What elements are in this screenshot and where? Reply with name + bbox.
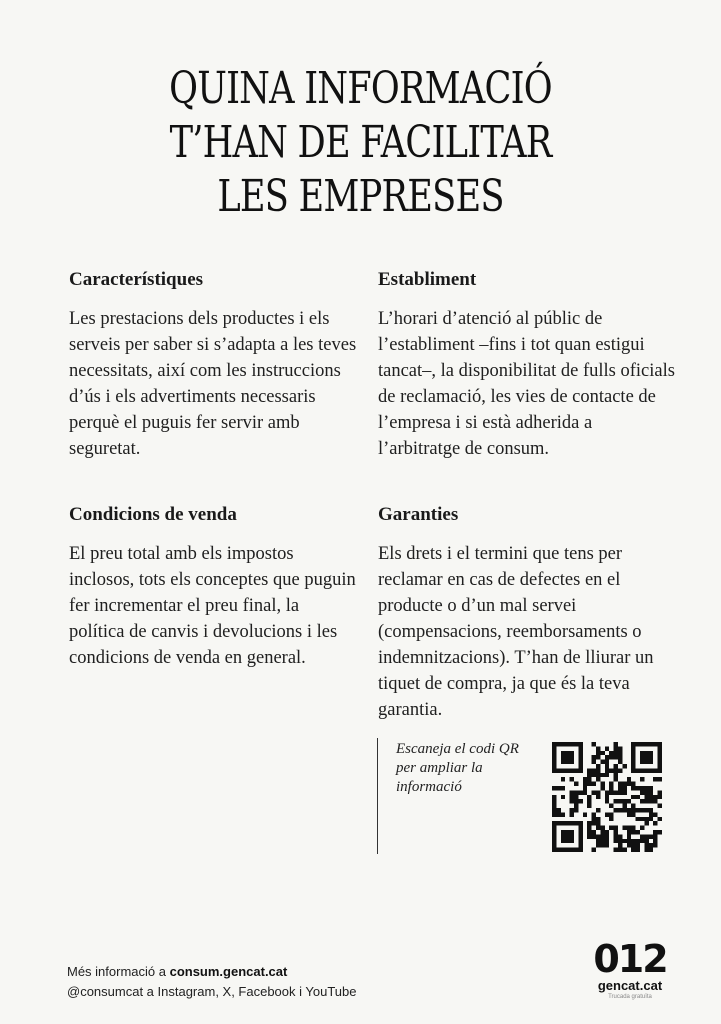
section-body: El preu total amb els impostos inclosos, tots els conceptes que puguin fer incrementar el preu final, la política de canvis i devolucions i les condicions de venda en general.: [69, 544, 356, 668]
logo-number: 012: [593, 937, 667, 981]
footer-more-info: [67, 962, 357, 982]
footer-website-link[interactable]: consum.gencat.cat: [169, 964, 288, 979]
logo-site: gencat.cat: [597, 978, 663, 993]
footer: [67, 962, 357, 1002]
title-line-3: LES EMPRESES: [217, 171, 504, 222]
footer-social: @consumcat a Instagram, X, Facebook i YouTube: [67, 984, 357, 999]
page-title: [72, 62, 649, 224]
section-caracteristiques: [69, 268, 359, 462]
qr-caption: Escaneja el codi QR per ampliar la informació: [396, 741, 519, 795]
section-body: Les prestacions dels productes i els serveis per saber si s’adapta a les teves necessitats, així com les instruccions d’ús i els advertiments necessaris perquè el puguis fer servir amb seguretat.: [69, 309, 357, 459]
qr-code-icon[interactable]: [552, 742, 662, 852]
title-line-1: QUINA INFORMACIÓ: [169, 63, 552, 114]
logo-012: [585, 937, 675, 1001]
footer-more-info-prefix: Més informació a: [67, 964, 170, 979]
section-body: L’horari d’atenció al públic de l’establiment –fins i tot quan estigui tancat–, la disponibilitat de fulls oficials de reclamació, les vies de contacte de l’empresa i si està adherida a l’arbitratge de consum.: [378, 309, 675, 459]
qr-divider: [377, 738, 378, 854]
section-heading: Establiment: [378, 269, 477, 290]
section-body: Els drets i el termini que tens per reclamar en cas de defectes en el producte o d’un mal servei (compensacions, reemborsaments o indemnitzacions). T’han de lliurar un tiquet de compra, ja que és la teva garantia.: [378, 544, 654, 720]
section-heading: Característiques: [69, 269, 204, 290]
section-establiment: [378, 268, 678, 462]
section-condicions-de-venda: [69, 503, 359, 671]
section-heading: Garanties: [378, 504, 459, 525]
section-garanties: [378, 503, 678, 723]
title-line-2: T’HAN DE FACILITAR: [169, 117, 552, 168]
section-heading: Condicions de venda: [69, 504, 237, 525]
logo-tagline: Trucada gratuïta: [608, 994, 652, 1000]
